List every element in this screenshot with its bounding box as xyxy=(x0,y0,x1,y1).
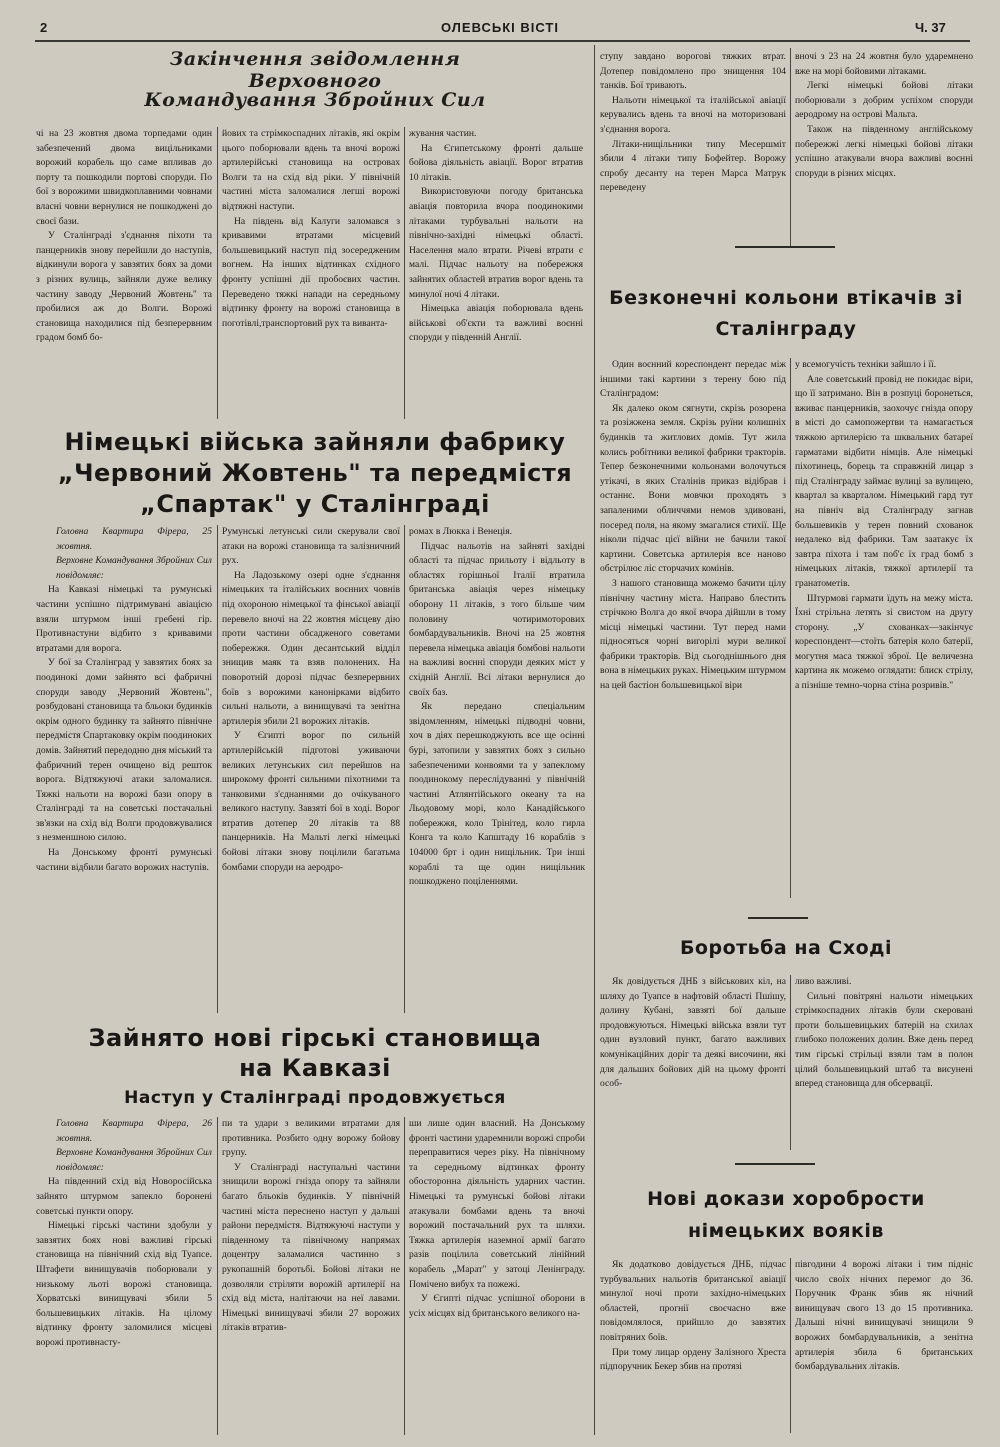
caucasus-col3 xyxy=(409,1117,585,1435)
top-report-title-line1: Закінчення звідомлення Верховного xyxy=(169,48,461,92)
east-title: Боротьба на Сході xyxy=(679,937,893,959)
bravery-col1 xyxy=(600,1258,786,1436)
paragraph: На Ладозькому озері одне з'єднання німецьких та італійських воєнних човнів під охороною німецької та фінської авіації перевело вночі на 22 жовтня місцеву дію проти частини обсадженого советами побережжя. Один десантський відділ знищив маяк та взяв полонених. На поворотній дорозі підчас безперервних боїв з ворожими канонірками відбито сильні нальоти, а винищувачі та зенітна артилерія збили 21 ворожих літаків. xyxy=(222,569,400,727)
factory-col3 xyxy=(409,525,585,1013)
paragraph: У Сталінграді з'єднання піхоти та панцерників знову перейшли до наступів, відкинули ворога у завзятих боях за доми з різних вулиць, зайняли дуже велику частину заводу „Червоний Жовтень" та пробилися аж до Волги. Ворожі становища находилися під безперервним градом бомб бо- xyxy=(36,230,212,344)
paragraph: У Єгипті ворог по сильній артилерійській підготові уживаючи великих летунських сил перейшов на широкому фронті сильними піхотними та танковими з'єднаннями до очікуваного великого наступу. Завзяті бої в ході. Ворог втратив дотепер 20 літаків та 88 панцерників. На Мальті легкі німецькі бойові літаки знову поцілили багатьма бомбами споруди на аеродро- xyxy=(222,730,400,873)
refugees-col1 xyxy=(600,358,786,898)
paragraph: Легкі німецькі бойові літаки поборювали з добрим успіхом споруди аеродрому на острові Мальта. xyxy=(795,80,973,121)
column-divider xyxy=(217,127,218,419)
paragraph: півгодини 4 ворожі літаки і тим підніс число своїх нічних перемог до 36. Поручник Франк збив як нічний винищувач свого 13 до 15 противника. Дальші нічні винищувачі знищили 9 ворожих бомбардувальників, а зенітна артилерія збила 6 британських бомбардувальних літаків. xyxy=(795,1259,973,1373)
paragraph: У бої за Сталінград у завзятих боях за поодинокі доми зайнято всі фабричні споруди заводу „Червоний Жовтень", розбудовані становища та бльоки будинків окрім одного будинку та зайнято північне передмістя Спартаковку окрім поодиноких домів. Зайнятий передодню дня міський та фабричний терен очищено від решток ворога. Відтяжуючі атаки заломалися. Тяжкі нальоти на ворожі бази опору в Сталінграді та на советські постачальні зв'язки на схід від Волги продовжувалися з незменшною силою. xyxy=(36,657,212,844)
bravery-title-line2: німецьких вояків xyxy=(688,1220,884,1242)
paragraph: На південний схід від Новоросійська зайнято штурмом запекло боронені советські пункти опору. xyxy=(36,1176,212,1217)
byline: Верховне Командування Збройних Сил повідомляє: xyxy=(56,1147,212,1173)
top-report-title-line2: Командування Збройних Сил xyxy=(144,89,486,111)
factory-title-line1: Німецькі війська зайняли фабрику xyxy=(64,428,566,456)
paragraph: Також на південному англійському побережжі легкі німецькі бойові літаки успішно атакували вчора важливі воєнні споруди в різних місцях. xyxy=(795,123,973,179)
paragraph: На південь від Калуги заломався з кривавими втратами місцевий большевицький наступ під зосередженим вогнем. На інших відтинках східного фронту успішні дії пробоєвих частин. Переведено тяжкі напади на середньому відтинку фронту на ворожі становища в поготівлі,транспортовий рух та вивантa- xyxy=(222,215,400,329)
page-number: 2 xyxy=(40,20,48,35)
paragraph: Підчас нальотів на зайняті західні області та підчас прильоту і відльоту в областях горішньої Італії втратила британська авіація через німецьку оборону 11 літаків, з того більше чим половину чотиримоторових бомбардувальників. Вночі на 25 жовтня перевела німецька авіація бомбові нальоти на важливі воєнні споруди деяких міст у східній Англії. Всі літаки вернулися до своїх баз. xyxy=(409,540,585,698)
byline: Верховне Командування Збройних Сил повідомляє: xyxy=(56,555,212,581)
paragraph: Але советський провід не покидає віри, що її затримано. Він в розпуці боронеться, вживає панцерників, заохочує гнізда опору в місті до самопожертви та намагається тяжкою артилерією та шквальних батареї гарматами відбити німців. Але німецькі піхотинець, борець та справжній лицар з під Сталінграду займає вулиці за вулицею, квартал за кварталом. Німецький гард тут на північ від Сталінграду загнав большевиків у терен повний схованок недалеко від фабрики. Там заатакує їх завтра піхота і там поб'є їх град бомб з німецьких літаків, тяжкої артилерії та гранатометів. xyxy=(795,373,973,589)
caucasus-title-line2: на Кавказі xyxy=(239,1054,391,1082)
paragraph: Використовуючи погоду британська авіація повторила вчора поодинокими літаками турбувальні нальоти на північно-західні німецькі області. Населення мало втрати. Річеві втрати є малі. Підчас нальоту на побережжя зайнятих областей втратив ворог вдень та минулої ночі 4 літаки. xyxy=(409,186,583,300)
column-divider xyxy=(790,975,791,1150)
paragraph: Сильні повітряні нальоти німецьких стрімкоспадних літаків були скеровані проти большевицьких батерій на схилах глибоко положених долин. Вже день перед тим гірські стрільці взяли там в полон цілий большевицький штаб та висунені вперед становища для обсервації. xyxy=(795,990,973,1090)
paragraph: ши лише один власний. На Донському фронті частини ударемнили ворожі спроби переправитися через ріку. На північному та середньому відтинках фронту обосторонна діяльність ударних частин. Німецькі та румунські бойові літаки атакували бомбами вдень та вночі ворожий постачальний рух та шляхи. Тяжка артилерія наземної армії багато разів поцілила советський лінійний корабель „Марат" у затоці Ленінграду. Помічено вибух та пожежі. xyxy=(409,1118,585,1290)
bravery-col2 xyxy=(795,1258,973,1436)
paragraph: У Єгипті підчас успішної оборони в усіх місцях від британського великого на- xyxy=(409,1293,585,1319)
paragraph: у всемогучість техніки зайшло і її. xyxy=(795,359,937,370)
right-top-col2 xyxy=(795,50,973,244)
column-divider xyxy=(404,127,405,419)
column-divider xyxy=(790,48,791,248)
paragraph: У Сталінграді наступальні частини знищили ворожі гнізда опору та зайняли багато бльоків будинків. У північній частині міста переснено наступ у дальші райони передмістя. Відтяжуючі наступи у південному та північному напрямах доцентру заламалися частинно з рукопашній боротьбі. Бойові літаки не дозволяли стріляти ворожій артилерії на схід від міста, налітаючи на неї лавами. Німецькі винищувачі збили 27 ворожих літаків втратив- xyxy=(222,1161,400,1334)
paragraph: жування частин. xyxy=(409,128,477,139)
header-rule xyxy=(35,40,970,42)
paragraph: З нашого становища можемо бачити цілу північну частину міста. Направо блестить стрічкою Волга до якої вчора дійшли в тому місці німецькі частини. Тут перед нами підносяться чорні вигорілі мури великої фабрики тракторів. Від сьогоднішнього дня вона в німецьких руках. Німецьким штурмом на цей бастіон большевицької віри xyxy=(600,577,786,692)
factory-col1 xyxy=(36,525,212,1013)
caucasus-col2 xyxy=(222,1117,400,1435)
paragraph: Румунські летунські сили скерували свої атаки на ворожі становища та залізничний рух. xyxy=(222,526,400,567)
paragraph: вночі з 23 на 24 жовтня було ударемнено вже на морі бойовими літаками. xyxy=(795,51,973,77)
paragraph: Як передано спеціальним звідомленням, німецькі підводні човни, хоч в діях перешкоджують все ще осінні бурі, затопили у завзятих боях з сильно забезпеченими конвоями та у запеклому поодинокому переслідуванні у північній частині Атлянтійського океану та на Льодовому морі, коло Канадійського побережжя, коло Трінітед, коло гирла Конга та коло Капштаду 16 кораблів з 104000 брт і один нищільник. Три інші кораблі та ще один нищільник пошкоджено поціленнями. xyxy=(409,701,585,888)
paragraph: На Донському фронті румунські частини відбили багато ворожих наступів. xyxy=(36,847,212,873)
dateline: Головна Квартира Фірера, 26 жовтня. xyxy=(56,1118,212,1144)
caucasus-title-line1: Зайнято нові гірські становища xyxy=(88,1024,542,1052)
top-report-col2 xyxy=(222,127,400,419)
paragraph: Нальоти німецької та італійської авіації керувались вдень та вночі на моторизовані з'єднання ворога. xyxy=(600,94,786,135)
paragraph: Як додатково довідується ДНБ, підчас турбувальних нальотів британської авіації минулої ночі проти західно-німецьких областей, прогнії своєчасно вже повідомлялося, прийшло до завзятих повітряних боїв. xyxy=(600,1259,786,1343)
paragraph: На Кавказі німецькі та румунські частини успішно підтримувані авіацією взяли штурмом інші гребені гір. Противнастуни відбито з кривавими втратами для ворога. xyxy=(36,584,212,654)
section-separator xyxy=(735,1163,815,1165)
column-divider xyxy=(404,1117,405,1435)
paragraph: Як довідується ДНБ з військових кіл, на шляху до Туапсе в нафтовій області Пшішу, долину Кубані, завзяті бої дальше продовжуються. Німецькі війська взяли тут один вузловий пункт, багато важливих комунікаційних доріг та деякі височини, які для дальших бойових дій на цьому фронті особ- xyxy=(600,976,786,1090)
paragraph: чі на 23 жовтня двома торпедами один забезпечений двома вицільниками ворожий корабель що саме впливав до порту та пошкодили портові споруди. По бої з ворожими швидкоплавними човнами власні човни вернулися не пошкоджені до своєї бази. xyxy=(36,128,212,227)
right-section-divider xyxy=(594,45,595,1435)
dateline: Головна Квартира Фірера, 25 жовтня. xyxy=(56,526,212,552)
section-separator xyxy=(748,917,808,919)
refugees-title-line2: Сталінграду xyxy=(715,318,857,340)
factory-title-line3: „Спартак" у Сталінграді xyxy=(140,490,490,518)
east-col2 xyxy=(795,975,973,1153)
bravery-title-line1: Нові докази хоробрости xyxy=(647,1188,925,1210)
section-separator xyxy=(735,246,835,248)
caucasus-subtitle: Наступ у Сталінграді продовжується xyxy=(124,1088,506,1108)
caucasus-col1 xyxy=(36,1117,212,1435)
paragraph: ромах в Люкка і Венеція. xyxy=(409,526,513,537)
paragraph: При тому лицар ордену Залізного Хреста підпоручник Бекер збив на протязі xyxy=(600,1346,786,1373)
top-report-col1 xyxy=(36,127,212,419)
paragraph: йових та стрімкоспадних літаків, які окрім цього поборювали вдень та вночі ворожі артилерійські становища на островах Волги та на схід від ріки. У північній частині міста заломалися легші ворожі відтяжні наступи. xyxy=(222,128,400,212)
paragraph: ливо важливі. xyxy=(795,976,852,987)
factory-title-line2: „Червоний Жовтень" та передмістя xyxy=(57,459,573,487)
paragraph: пи та удари з великими втратами для противника. Розбито одну ворожу бойову групу. xyxy=(222,1118,400,1159)
paragraph: На Єгипетському фронті дальше бойова діяльність авіації. Ворог втратив 10 літаків. xyxy=(409,142,583,183)
paragraph: Німецькі гірські частини здобули у завзятих боях нові важливі гірські становища на північний схід від Туапсе. Штафети винищувачів поборювали у низькому льоті ворожі становища. Хорватські винищувачі збили 5 большевицьких літаків. На цілому відтинку фронту заломилися місцеві ворожі противнасту- xyxy=(36,1220,212,1348)
refugees-title-line1: Безконечні кольони втікачів зі xyxy=(609,287,963,309)
right-top-col1 xyxy=(600,50,786,244)
east-col1 xyxy=(600,975,786,1153)
factory-col2 xyxy=(222,525,400,1013)
column-divider xyxy=(217,525,218,1013)
column-divider xyxy=(790,358,791,898)
issue-number: Ч. 37 xyxy=(915,20,946,35)
column-divider xyxy=(790,1258,791,1433)
column-divider xyxy=(217,1117,218,1435)
newspaper-title: ОЛЕВСЬКІ ВІСТІ xyxy=(441,20,559,35)
paragraph: Один воєнний кореспондент передає між іншими такі картини з терену бою під Сталінградом: xyxy=(600,359,786,400)
top-report-col3 xyxy=(409,127,583,419)
refugees-col2 xyxy=(795,358,973,898)
paragraph: Німецька авіація поборювала вдень військові об'єкти та важливі воєнні споруди у південній Англії. xyxy=(409,303,583,344)
paragraph: Штурмові гармати їдуть на межу міста. Їхні стрільна летять зі свистом на другу сторону. „У схованках—закінчує кореспондент—стоїть батерія коло батерії, могутня маса тяжкої зброї. Це величезна картина як можемо оглядати: блиск стрілу, а пізніше темно-чорна стіна розривів." xyxy=(795,592,973,692)
paragraph: Літаки-нищільники типу Месершміт збили 4 літаки типу Бофейтер. Ворожу спробу десанту на терен Марса Матрук переведену xyxy=(600,138,786,194)
paragraph: ступу завдано ворогові тяжких втрат. Дотепер повідомлено про знищення 104 танків. Бої тривають. xyxy=(600,51,786,92)
column-divider xyxy=(404,525,405,1013)
paragraph: Як далеко оком сягнути, скрізь розорена та розіжжена земля. Скрізь руїни колишніх будинків та житлових домів. Тут жила колись робітники великої фабрики тракторів. Тепер безконечними кольонами волочуться утікачі, в яких Сталінів приказ відібрав і останнє. Вони мовчки проходять з запаленими обличчями немов здивовані, посеред поля, на якому змагалися стихії. Ще ніколи підчас цієї війни не бачили такої картини. Советська артилерія все наново обстрілює ліс сторчачих комінів. xyxy=(600,402,786,575)
